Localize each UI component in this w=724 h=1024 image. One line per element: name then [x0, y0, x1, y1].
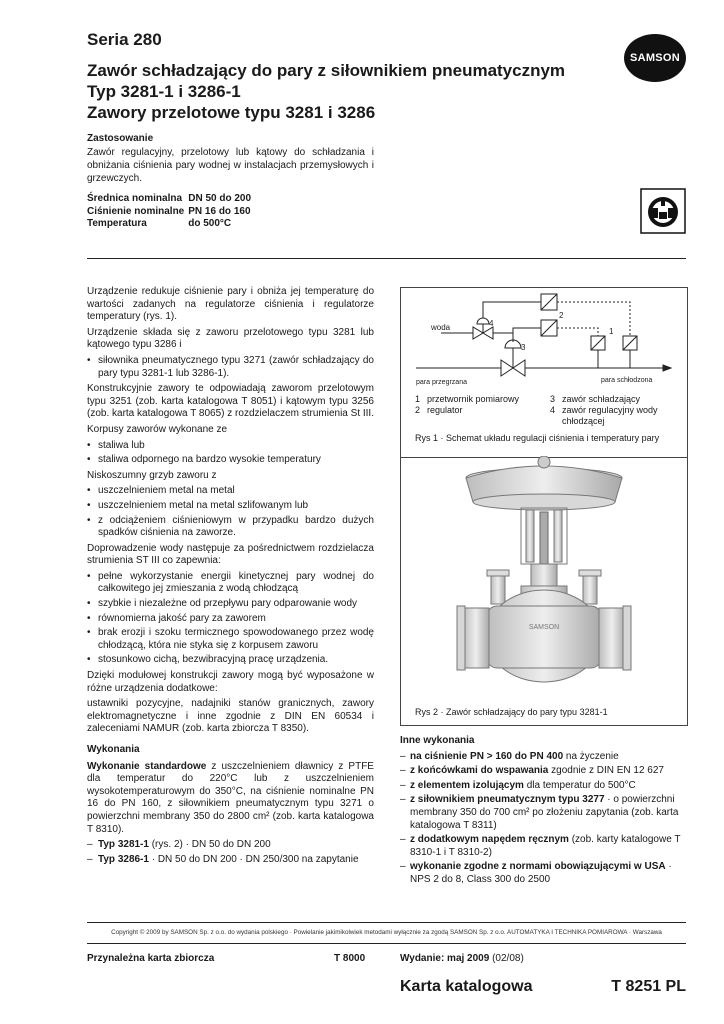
- edition: [400, 953, 524, 964]
- legend-text: zawór schładzający: [562, 394, 641, 404]
- bullet-list: [87, 485, 374, 539]
- bold-text: z elementem izolującym: [410, 779, 524, 791]
- bullet-list: [87, 440, 374, 467]
- legend-text: przetwornik pomiarowy: [427, 394, 520, 404]
- figure-2-caption: Rys 2 · Zawór schładzający do pary typu 3281-1: [415, 707, 608, 717]
- bold-text: z siłownikiem pneumatycznym typu 3277: [410, 794, 605, 806]
- paragraph: Konstrukcyjnie zawory te odpowiadają zaworom przelotowym typu 3251 (zob. karta katalogowa T 8051) i kątowym typu 3256 (zob. karta katalogowa T 8065) z rozdzielaczem strumienia St III.: [87, 383, 374, 420]
- legend-text: regulator: [427, 405, 463, 415]
- legend-text: zawór regulacyjny wody chłodzącej: [562, 405, 658, 426]
- list-item: • pełne wykorzystanie energii kinetycznej pary wodnej do całkowitego jej zmieszania z wodą chłodzącą: [87, 571, 374, 596]
- related-sheet-label: Przynależna karta zbiorcza: [87, 953, 215, 964]
- spec-row: [87, 206, 255, 219]
- legend-item: [415, 405, 550, 427]
- label-steam-out: para schłodzona: [601, 377, 653, 384]
- spec-value: do 500°C: [188, 218, 232, 229]
- spec-value: DN 50 do 200: [188, 193, 252, 204]
- list-item: • brak erozji i szoku termicznego spowodowanego przez wodę chłodzącą, która nie styka się z korpusem zaworu: [87, 627, 374, 652]
- paragraph: Korpusy zaworów wykonane ze: [87, 423, 228, 435]
- bold-text: Wykonanie standardowe: [87, 760, 207, 772]
- spec-table: [87, 193, 255, 231]
- list-item: • uszczelnieniem metal na metal: [87, 485, 374, 498]
- text: · DN 50 do DN 200 · DN 250/300 na zapytanie: [148, 853, 359, 865]
- list-item: • uszczelnieniem metal na metal szlifowanym lub: [87, 500, 374, 513]
- control-schematic: [401, 288, 687, 388]
- paragraph: Niskoszumny grzyb zaworu z: [87, 469, 217, 481]
- valve-illustration: [401, 456, 687, 696]
- body-left-column: [87, 286, 374, 869]
- dash-list: [87, 839, 374, 866]
- legend-number: 4: [550, 405, 556, 415]
- paragraph: Urządzenie redukuje ciśnienie pary i obniża jej temperaturę do wartości zadanych na regulatorze ciśnienia i regulatorze temperatury (rys. 1).: [87, 286, 374, 323]
- bold-text: z końcówkami do wspawania: [410, 765, 549, 777]
- title-line: Typ 3281-1 i 3286-1: [87, 82, 241, 101]
- list-item: • staliwa odpornego na bardzo wysokie temperatury: [87, 454, 374, 467]
- legend-number: 1: [415, 394, 421, 404]
- list-item: [87, 854, 374, 867]
- list-item: • równomierna jakość pary za zaworem: [87, 613, 374, 626]
- paragraph: [87, 761, 374, 837]
- list-item: • stosunkowo cichą, bezwibracyjną pracę urządzenia.: [87, 654, 374, 667]
- footer-divider: [87, 922, 686, 923]
- spec-row: [87, 218, 255, 231]
- legend-row: [415, 405, 685, 427]
- bullet-list: [87, 571, 374, 667]
- sheet-label: Karta katalogowa: [400, 978, 533, 995]
- spec-row: [87, 193, 255, 206]
- label-num-2: 2: [559, 311, 564, 320]
- list-item: • szybkie i niezależne od przepływu pary odparowanie wody: [87, 598, 374, 611]
- label-num-1: 1: [609, 327, 614, 336]
- list-item: [400, 780, 686, 793]
- bullet-list: [87, 355, 374, 380]
- text: · o powierzchni membrany 350 do 700 cm² po złożeniu zapytania (zob. karta katalogowa T 8311): [410, 794, 679, 831]
- valve-body-mark: SAMSON: [528, 624, 560, 631]
- bold-text: na ciśnienie PN > 160 do PN 400: [410, 750, 564, 762]
- sheet-number: T 8251 PL: [611, 978, 686, 995]
- title-line: Zawór schładzający do pary z siłownikiem pneumatycznym: [87, 61, 566, 80]
- legend-item: [550, 394, 640, 405]
- paragraph: Urządzenie składa się z zaworu przelotowego typu 3281 lub kątowego typu 3286 i: [87, 326, 374, 351]
- legend-item: [550, 405, 670, 427]
- spec-label: Temperatura: [87, 218, 147, 229]
- dash-list: [400, 751, 686, 887]
- bold-text: Typ 3281-1: [98, 839, 149, 851]
- list-item: [400, 765, 686, 778]
- safety-hearing-icon: [640, 188, 686, 234]
- copyright: Copyright © 2009 by SAMSON Sp. z o.o. do wydania polskiego · Powielanie jakimikolwiek metodami wyłącznie za zgodą SAMSON Sp. z o.o. AUTOMATYKA I TECHNIKA POMIAROWA · Warszawa: [111, 929, 662, 936]
- label-num-4: 4: [489, 319, 494, 328]
- text: (rys. 2) · DN 50 do DN 200: [148, 839, 271, 851]
- list-item: [400, 861, 686, 886]
- legend-number: 2: [415, 405, 421, 415]
- divider: [87, 258, 686, 259]
- figure-1: [400, 287, 688, 458]
- list-item: • z odciążeniem ciśnieniowym w przypadku bardzo dużych spadków ciśnienia na zaworze.: [87, 515, 374, 540]
- spec-value: PN 16 do 160: [188, 205, 251, 217]
- legend-item: [415, 394, 550, 405]
- footer-divider: [87, 943, 686, 944]
- title-line: Zawory przelotowe typu 3281 i 3286: [87, 103, 376, 122]
- text: na życzenie: [563, 750, 619, 762]
- figure-1-caption: Rys 1 · Schemat układu regulacji ciśnienia i temperatury pary: [415, 433, 660, 443]
- other-versions: [400, 735, 686, 889]
- related-sheet-value: T 8000: [334, 953, 366, 964]
- list-item: [400, 794, 686, 832]
- text: zgodnie z DIN EN 12 627: [548, 765, 664, 777]
- text: dla temperatur do 500°C: [523, 779, 636, 791]
- text: z uszczelnieniem dławnicy z PTFE dla temperatur do 220°C lub z uszczelnieniem wysokotemperaturowym do 350°C, na ciśnienie nominalne PN 16 do PN 160, z siłownikiem pneumatycznym typu 3271 o powierzchni membrany 350 do 2800 cm² (zob. karta katalogowa T 8310).: [87, 760, 374, 835]
- text: · NPS 2 do 8, Class 300 do 2500: [410, 861, 672, 885]
- legend-number: 3: [550, 394, 556, 404]
- figure-legend: [415, 394, 685, 427]
- list-item: [400, 834, 686, 859]
- series-title: Seria 280: [87, 30, 162, 49]
- section-heading: Wykonania: [87, 744, 140, 755]
- bold-text: Typ 3286-1: [98, 853, 149, 865]
- list-item: • siłownika pneumatycznego typu 3271 (zawór schładzający do pary typu 3281-1 lub 3286-1).: [87, 355, 374, 380]
- application-text: Zawór regulacyjny, przelotowy lub kątowy do schładzania i obniżania ciśnienia pary wodnej w instalacjach przemysłowych i grzewczych.: [87, 147, 374, 184]
- list-item: [400, 751, 686, 764]
- label-num-3: 3: [521, 343, 526, 352]
- text: (zob. karty katalogowe T 8310-1 i T 8310-2): [410, 834, 681, 858]
- paragraph: Dzięki modułowej konstrukcji zawory mogą być wyposażone w różne urządzenia dodatkowe:: [87, 670, 374, 694]
- paragraph: ustawniki pozycyjne, nadajniki stanów granicznych, zawory elektromagnetyczne i inne zgodnie z DIN EN 60534 i zaleceniami NAMUR (zob. karta zbiorcza T 8350).: [87, 698, 374, 735]
- application-heading: Zastosowanie: [87, 133, 154, 144]
- spec-label: Średnica nominalna: [87, 193, 183, 204]
- figure-2: [400, 456, 688, 726]
- spec-label: Ciśnienie nominalne: [87, 205, 185, 217]
- edition-code: (02/08): [492, 953, 524, 964]
- paragraph: Doprowadzenie wody następuje za pośrednictwem rozdzielacza strumienia ST III co zapewnia:: [87, 542, 374, 567]
- section-heading: Inne wykonania: [400, 735, 475, 746]
- legend-row: [415, 394, 685, 405]
- label-steam-in: para przegrzana: [416, 379, 467, 386]
- list-item: • staliwa lub: [87, 440, 374, 453]
- bold-text: wykonanie zgodne z normami obowiązującymi w USA: [410, 861, 666, 873]
- bold-text: z dodatkowym napędem ręcznym: [410, 834, 569, 846]
- page-title: [87, 60, 607, 123]
- samson-logo: SAMSON: [624, 34, 686, 82]
- edition-date: Wydanie: maj 2009: [400, 953, 490, 964]
- label-water: woda: [431, 323, 451, 332]
- list-item: [87, 839, 374, 852]
